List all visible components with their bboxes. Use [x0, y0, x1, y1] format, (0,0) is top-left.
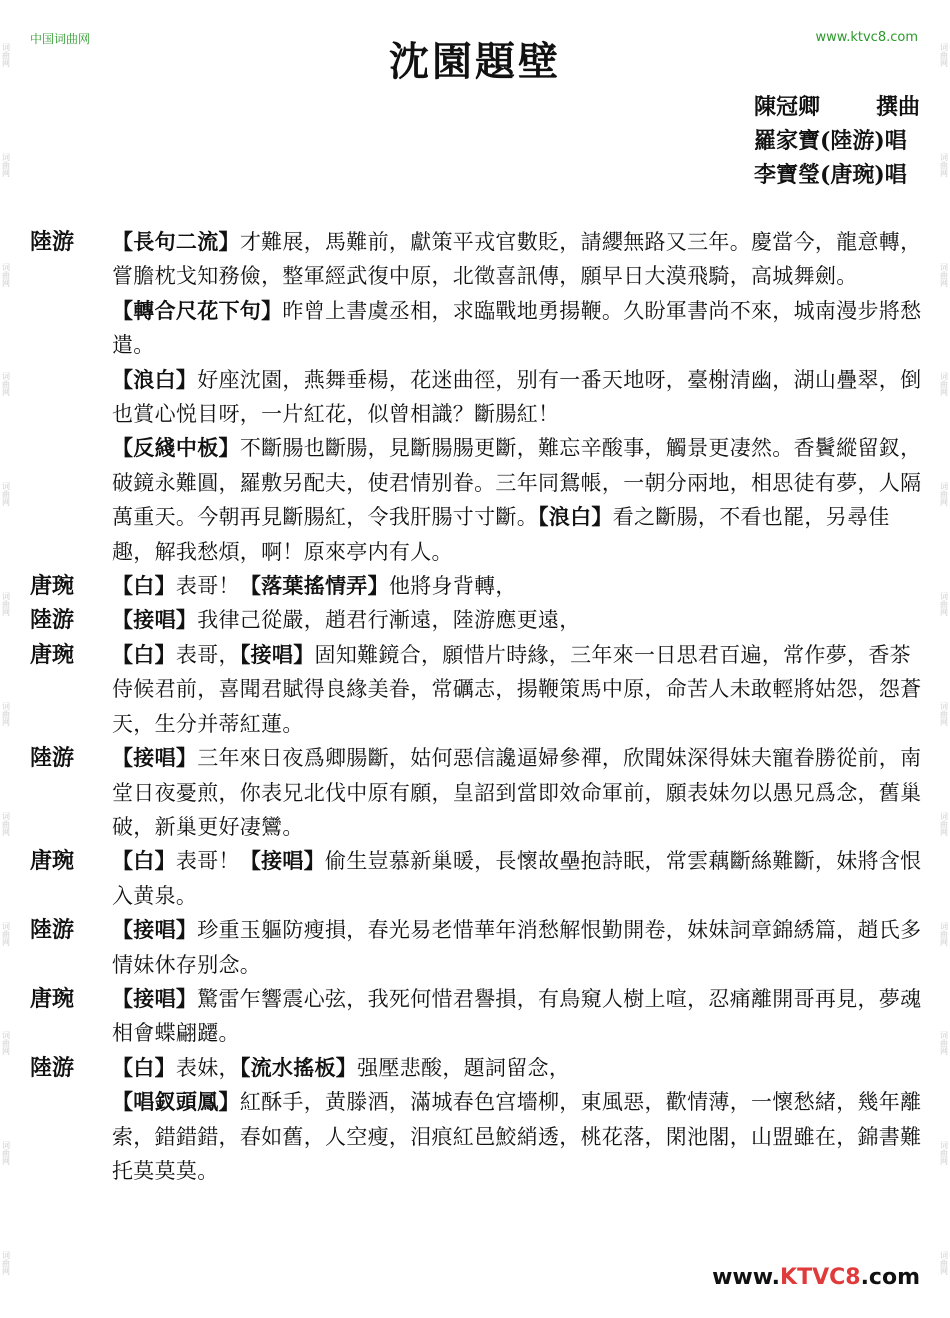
- tune-tag: 【接唱】: [112, 607, 198, 633]
- side-watermark-text: 词曲网: [939, 1031, 949, 1056]
- side-watermark-text: 词曲网: [1, 921, 11, 946]
- speaker-name: 唐琬: [30, 573, 75, 600]
- speaker-name: 陸游: [30, 607, 75, 634]
- lyric-paragraph: [112, 363, 925, 432]
- lyric-paragraph: [112, 431, 925, 569]
- side-watermark-text: 词曲网: [939, 262, 949, 287]
- lyric-text-block: [112, 982, 925, 1051]
- side-watermark-text: 词曲网: [939, 592, 949, 617]
- speaker-name: 陸游: [30, 745, 75, 772]
- lyric-entry: [30, 844, 925, 913]
- tune-tag: 【接唱】: [239, 848, 326, 874]
- footer-watermark[interactable]: [712, 1265, 920, 1290]
- side-watermark-text: 词曲网: [1, 262, 11, 287]
- lyric-entry: [30, 225, 925, 569]
- speaker-name: 唐琬: [30, 985, 75, 1012]
- side-watermark-text: 词曲网: [1, 701, 11, 726]
- side-watermark-text: 词曲网: [1, 1031, 11, 1056]
- lyric-line: 偷生豈慕新巢暖，長懷故壘抱詩眠，常雲藕斷絲難斷，妹將含恨入黄泉。: [112, 849, 922, 908]
- credit-role: 唱: [884, 162, 907, 188]
- credit-composer: [754, 90, 920, 124]
- lyric-paragraph: [112, 638, 925, 741]
- lyric-line: 昨曾上書虞丞相，求臨戰地勇揚鞭。久盼軍書尚不來，城南漫步將愁遣。: [112, 298, 922, 358]
- tune-tag: 【白】: [112, 1054, 176, 1080]
- lyric-line: 紅酥手，黄滕酒，滿城春色宫墻柳，東風惡，歡情薄，一懷愁緒，幾年離索，錯錯錯，春如舊，人空瘦，泪痕紅邑鮫綃透，桃花落，閑池閣，山盟雖在，錦書難托莫莫莫。: [112, 1090, 922, 1183]
- lyric-paragraph: [112, 294, 925, 363]
- side-watermark-text: 词曲网: [939, 701, 949, 726]
- side-watermark-text: 词曲网: [1, 482, 11, 507]
- lyric-entry: [30, 741, 925, 844]
- lyric-text-block: [112, 603, 925, 637]
- site-watermark-left[interactable]: 中国词曲网: [30, 32, 91, 46]
- tune-tag: 【接唱】: [239, 641, 315, 667]
- lyric-paragraph: [112, 844, 925, 913]
- credit-singer-luyou: [754, 124, 920, 158]
- speaker-name: 陸游: [30, 1054, 75, 1081]
- tune-tag: 【白】: [112, 848, 176, 874]
- page-title: 沈園題壁: [389, 38, 561, 85]
- credit-singer-tangwan: [754, 158, 920, 192]
- right-side-watermark-strip: [938, 0, 950, 1318]
- lyric-entry: [30, 603, 925, 637]
- lyric-text-block: [112, 741, 925, 844]
- speaker-name: 陸游: [30, 229, 75, 255]
- lyric-text-block: [112, 913, 925, 982]
- tune-tag: 【接唱】: [112, 745, 198, 771]
- speaker-name: 陸游: [30, 917, 75, 944]
- side-watermark-text: 词曲网: [1, 811, 11, 836]
- side-watermark-text: 词曲网: [939, 42, 949, 67]
- lyric-line: 三年來日夜爲卿腸斷，姑何惡信讒逼婦參禪，欣聞妹深得妹夫寵眷勝從前，南堂日夜憂煎，你表兄北伐中原有願，皇詔到當即效命軍前，願表妹勿以愚兄爲念，舊巢破，新巢更好凄鸞。: [112, 746, 922, 839]
- left-side-watermark-strip: [0, 0, 12, 1318]
- lyric-line: 表妹，: [175, 1055, 240, 1080]
- speaker-name: 唐琬: [30, 641, 75, 668]
- side-watermark-text: 词曲网: [1, 152, 11, 177]
- lyric-text-block: [112, 569, 925, 603]
- side-watermark-text: 词曲网: [939, 482, 949, 507]
- lyric-line: 驚雷乍響震心弦，我死何惜君譽損，有鳥窺人樹上喧，忍痛離開哥再見，夢魂相會蝶翩躚。: [112, 986, 922, 1046]
- lyric-line: 表哥，: [175, 642, 240, 667]
- tune-tag: 【白】: [112, 641, 176, 667]
- credit-name: 李寶瑩(唐琬): [753, 162, 885, 188]
- lyric-text-block: [112, 638, 925, 741]
- lyric-line: 不斷腸也斷腸，見斷腸腸更斷，難忘辛酸事，觸景更凄然。香鬢縱留釵，破鏡永難圓，羅敷另配夫，使君情别眷。三年同鴛帳，一朝分兩地，相思徒有夢，人隔萬重天。今朝再見斷腸紅，令我肝腸寸寸斷。: [112, 436, 922, 530]
- side-watermark-text: 词曲网: [1, 1141, 11, 1166]
- lyrics-body: [30, 225, 925, 1188]
- footer-watermark-suffix: .com: [860, 1265, 920, 1290]
- side-watermark-text: 词曲网: [939, 811, 949, 836]
- tune-tag: 【浪白】: [112, 366, 198, 392]
- lyric-paragraph: [112, 741, 925, 844]
- side-watermark-text: 词曲网: [939, 372, 949, 397]
- side-watermark-text: 词曲网: [939, 1251, 949, 1276]
- side-watermark-text: 词曲网: [1, 372, 11, 397]
- lyric-line: 看之斷腸，不看也罷，另尋佳趣，解我愁煩，啊！原來亭内有人。: [112, 505, 890, 564]
- tune-tag: 【轉合尺花下句】: [112, 297, 283, 323]
- side-watermark-text: 词曲网: [1, 42, 11, 67]
- lyric-paragraph: [112, 603, 925, 637]
- lyric-paragraph: [112, 1051, 925, 1085]
- tune-tag: 【長句二流】: [112, 229, 240, 254]
- lyric-line: 他將身背轉，: [388, 574, 517, 599]
- lyric-entry: [30, 638, 925, 741]
- lyric-paragraph: [112, 1085, 925, 1188]
- lyric-line: 强壓悲酸，題詞留念，: [357, 1055, 571, 1080]
- credit-role: 唱: [884, 128, 907, 154]
- tune-tag: 【接唱】: [112, 917, 198, 943]
- tune-tag: 【落葉搖情弄】: [239, 573, 389, 599]
- lyric-line: 才難展，馬難前，獻策平戎官數貶，請纓無路又三年。慶當今，龍意轉，嘗膽枕戈知務儉，整軍經武復中原，北徵喜訊傳，願早日大漠飛騎，高城舞劍。: [112, 230, 922, 289]
- lyric-line: 表哥！: [175, 574, 240, 599]
- tune-tag: 【浪白】: [538, 504, 613, 530]
- lyric-text-block: [112, 1051, 925, 1189]
- footer-watermark-brand: KTVC8: [780, 1265, 861, 1290]
- lyric-text-block: [112, 225, 925, 569]
- side-watermark-text: 词曲网: [939, 1141, 949, 1166]
- lyric-entry: [30, 1051, 925, 1189]
- credit-role: 撰曲: [875, 94, 920, 120]
- site-watermark-right[interactable]: www.ktvc8.com: [815, 30, 918, 45]
- tune-tag: 【接唱】: [112, 985, 198, 1011]
- credits-block: [754, 90, 920, 192]
- lyric-entry: [30, 982, 925, 1051]
- lyric-line: 固知難鏡合，願惜片時緣，三年來一日思君百遍，常作夢，香茶侍候君前，喜聞君賦得良緣美眷，常礪志，揚鞭策馬中原，命苦人未敢輕將姑怨，怨蒼天，生分并蒂紅蓮。: [112, 642, 922, 736]
- tune-tag: 【白】: [112, 573, 176, 599]
- side-watermark-text: 词曲网: [1, 592, 11, 617]
- lyric-entry: [30, 569, 925, 603]
- lyric-line: 表哥！: [175, 849, 240, 874]
- speaker-name: 唐琬: [30, 848, 75, 875]
- side-watermark-text: 词曲网: [939, 152, 949, 177]
- credit-name: 陳冠卿: [753, 94, 820, 120]
- lyric-line: 我律己從嚴，趙君行漸遠，陸游應更遠，: [197, 608, 581, 633]
- tune-tag: 【流水搖板】: [239, 1054, 358, 1080]
- lyric-paragraph: [112, 913, 925, 982]
- lyric-paragraph: [112, 225, 925, 294]
- lyric-paragraph: [112, 569, 925, 603]
- footer-watermark-prefix: www.: [712, 1265, 781, 1290]
- lyric-paragraph: [112, 982, 925, 1051]
- lyric-entry: [30, 913, 925, 982]
- lyric-line: 好座沈園，燕舞垂楊，花迷曲徑，别有一番天地呀，臺榭清幽，湖山疊翠，倒也賞心悦目呀，一片紅花，似曾相識？斷腸紅！: [112, 367, 922, 427]
- side-watermark-text: 词曲网: [1, 1251, 11, 1276]
- side-watermark-text: 词曲网: [939, 921, 949, 946]
- lyric-line: 珍重玉軀防瘦損，春光易老惜華年消愁解恨勤開卷，妹妹詞章錦綉篇，趙氏多情妹休存别念。: [112, 918, 922, 977]
- tune-tag: 【唱釵頭鳳】: [112, 1089, 240, 1115]
- tune-tag: 【反綫中板】: [112, 435, 240, 461]
- lyric-text-block: [112, 844, 925, 913]
- credit-name: 羅家寶(陸游): [753, 128, 885, 154]
